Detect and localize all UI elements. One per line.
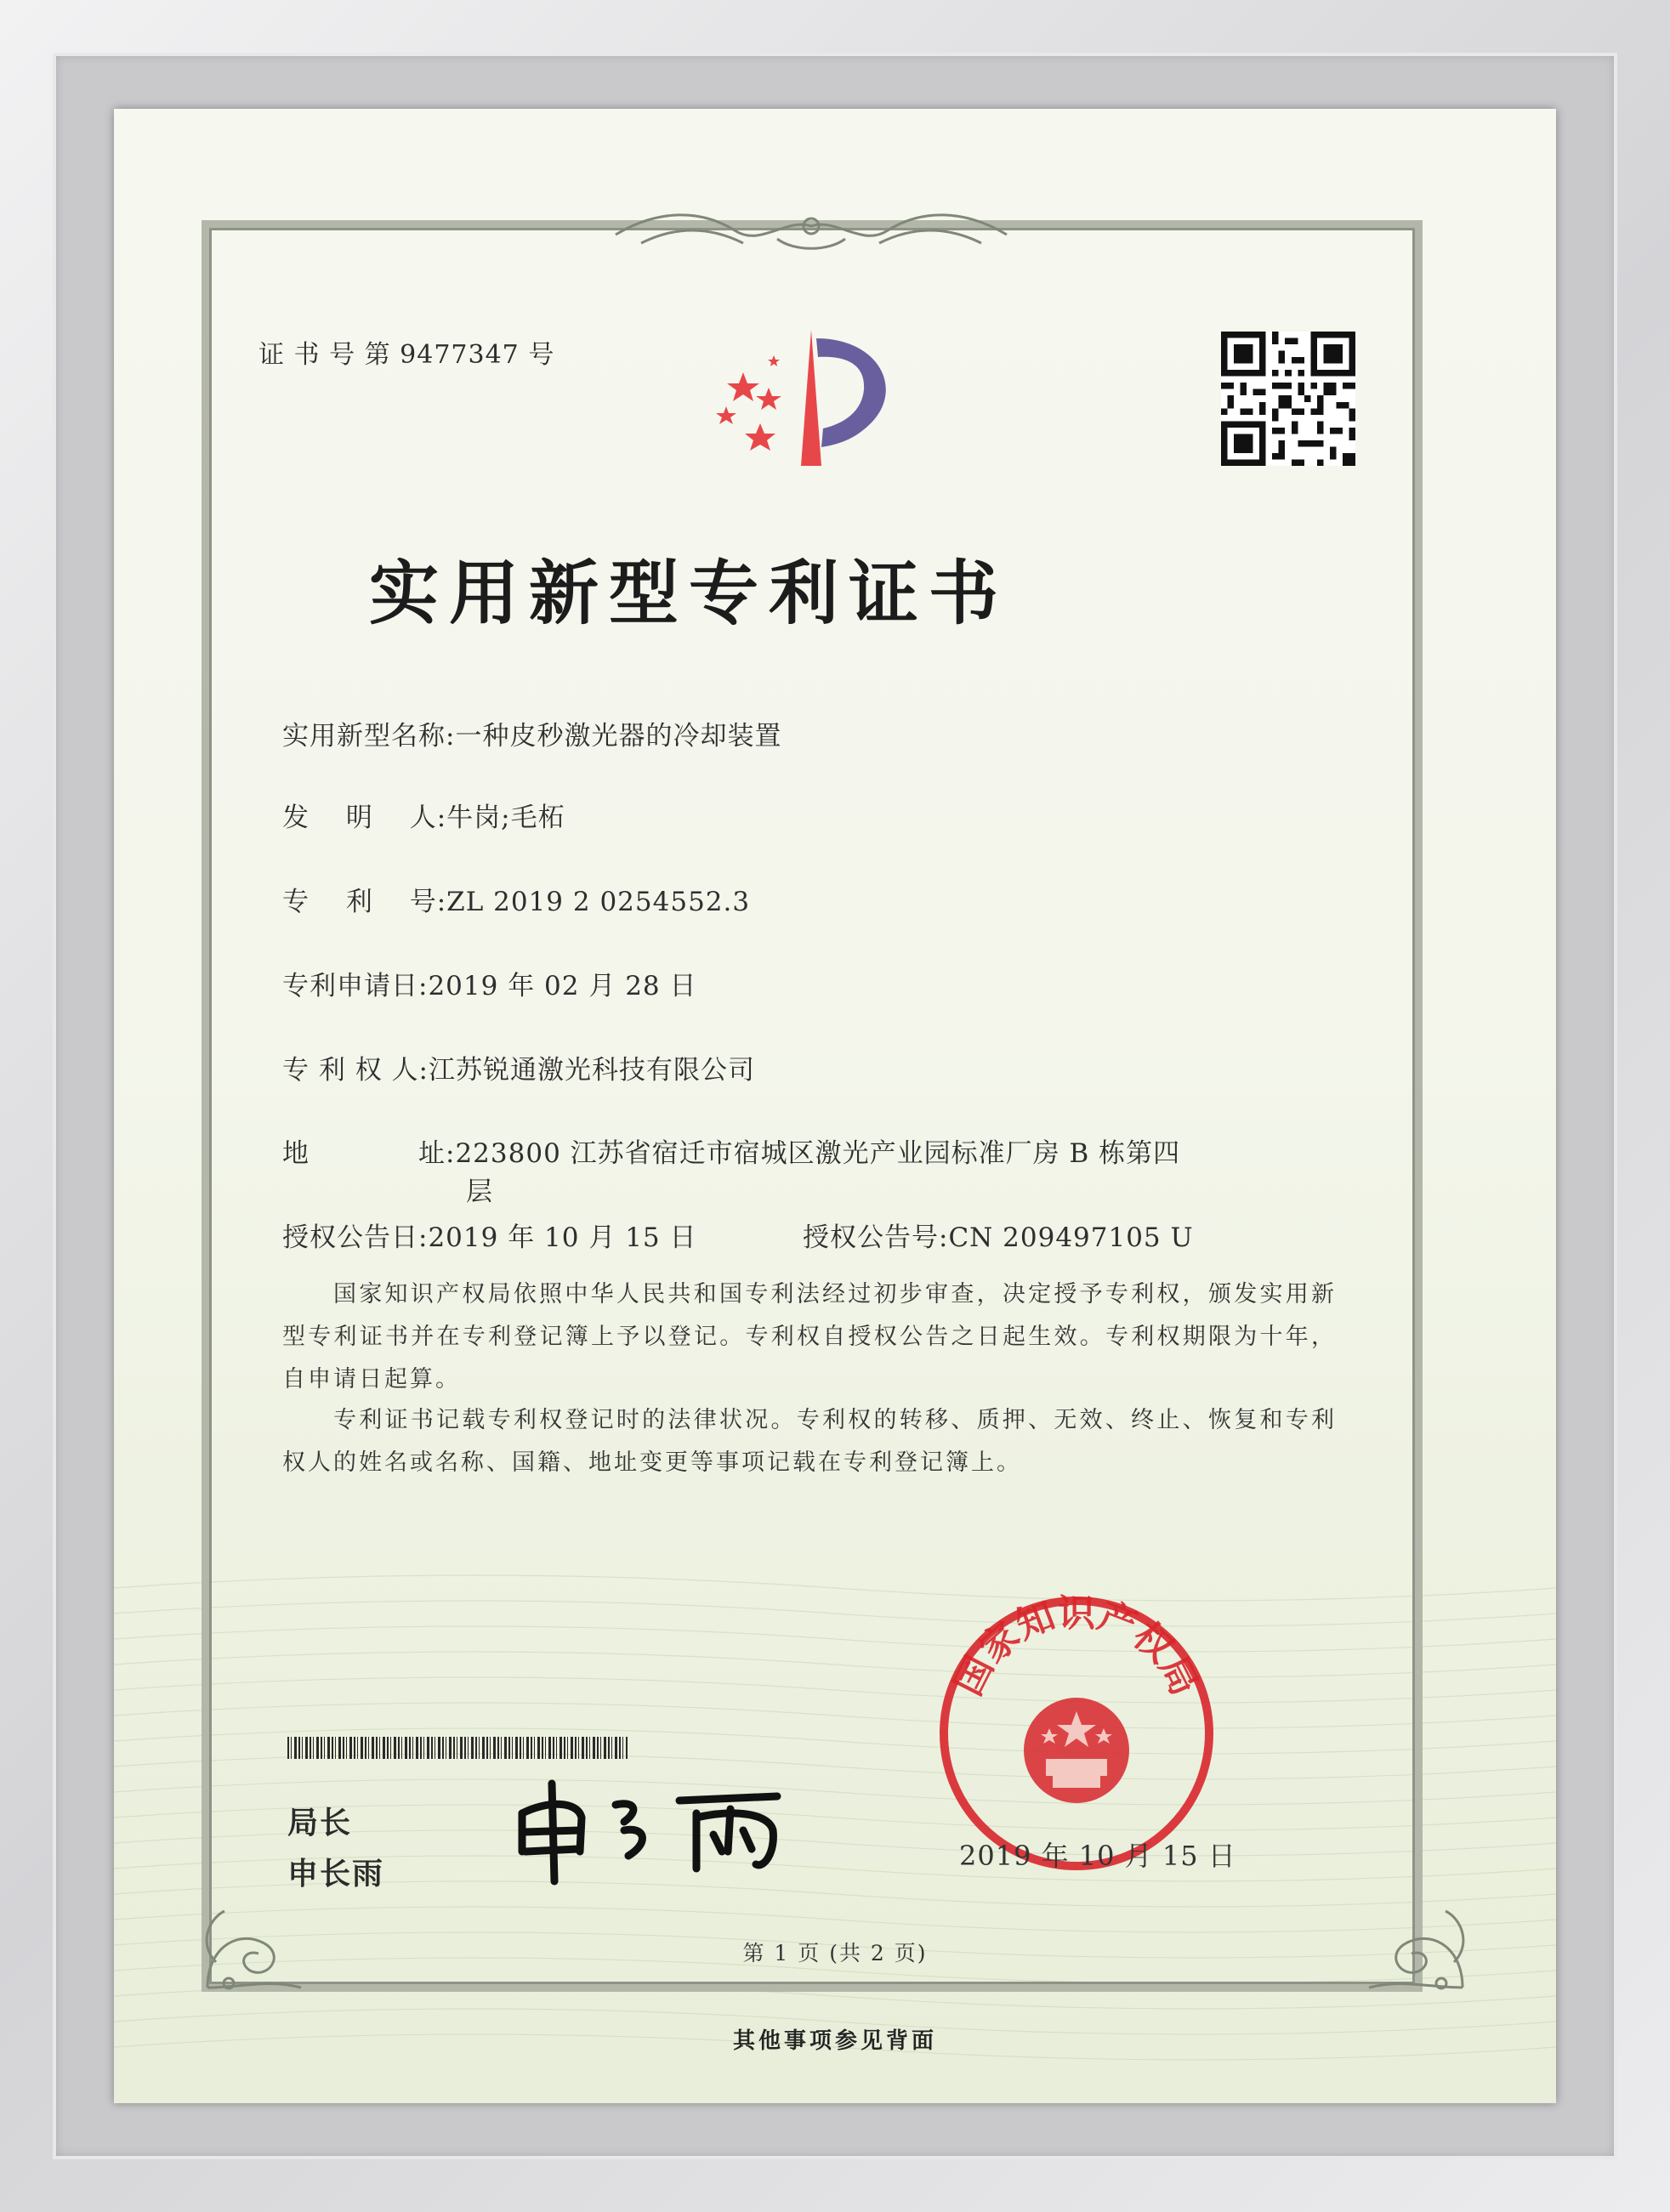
handwritten-signature bbox=[505, 1771, 811, 1890]
certificate-paper bbox=[114, 109, 1556, 2103]
qr-code bbox=[1221, 332, 1355, 466]
field-utility-model-name bbox=[282, 714, 781, 752]
field-value: CN 209497105 U bbox=[948, 1222, 1194, 1253]
field-label: 实用新型名称: bbox=[282, 721, 456, 752]
certificate-number-label: 证 书 号 第 bbox=[258, 340, 391, 370]
page-number: 第 1 页 (共 2 页) bbox=[742, 1941, 928, 1965]
field-value: 牛岗;毛柘 bbox=[446, 803, 565, 833]
field-label: 授权公告日: bbox=[282, 1222, 429, 1253]
official-name: 申长雨 bbox=[287, 1857, 385, 1892]
field-value: 2019 年 02 月 28 日 bbox=[428, 971, 697, 1001]
field-grant-date bbox=[282, 1216, 697, 1254]
field-label: 地 址: bbox=[282, 1138, 456, 1169]
field-label: 专利申请日: bbox=[282, 971, 429, 1001]
certificate-border bbox=[209, 228, 1415, 1984]
field-label: 专 利 权 人: bbox=[282, 1055, 429, 1086]
back-side-note: 其他事项参见背面 bbox=[732, 2028, 937, 2054]
field-value: 2019 年 10 月 15 日 bbox=[428, 1222, 697, 1253]
field-label: 专 利 号: bbox=[282, 887, 447, 917]
field-value: ZL 2019 2 0254552.3 bbox=[446, 887, 751, 917]
field-value: 一种皮秒激光器的冷却装置 bbox=[455, 721, 782, 752]
body-paragraph-2: 专利证书记载专利权登记时的法律状况。专利权的转移、质押、无效、终止、恢复和专利权人的姓名或名称、国籍、地址变更等事项记载在专利登记簿上。 bbox=[282, 1407, 1337, 1476]
field-grant-number bbox=[803, 1216, 1194, 1254]
field-inventor bbox=[282, 796, 565, 834]
certificate-number bbox=[258, 333, 554, 371]
field-value: 江苏锐通激光科技有限公司 bbox=[429, 1055, 756, 1086]
patent-office-logo bbox=[701, 321, 905, 474]
certificate-number-value: 9477347 bbox=[400, 340, 520, 370]
barcode bbox=[287, 1737, 628, 1759]
field-address-continued: 层 bbox=[466, 1177, 493, 1207]
official-seal bbox=[935, 1592, 1218, 1875]
field-value: 223800 江苏省宿迁市宿城区激光产业园标准厂房 B 栋第四 bbox=[455, 1138, 1181, 1169]
body-paragraph-1: 国家知识产权局依照中华人民共和国专利法经过初步审查，决定授予专利权，颁发实用新型专利证书并在专利登记簿上予以登记。专利权自授权公告之日起生效。专利权期限为十年，自申请日起算。 bbox=[282, 1281, 1337, 1392]
svg-text:国家知识产权局: 国家知识产权局 bbox=[946, 1592, 1207, 1703]
field-patent-number bbox=[282, 880, 750, 918]
seal-date: 2019 年 10 月 15 日 bbox=[959, 1840, 1236, 1872]
top-ornament bbox=[607, 201, 1015, 260]
field-address bbox=[282, 1132, 1180, 1170]
official-title: 局长 bbox=[287, 1806, 353, 1840]
field-patentee bbox=[282, 1048, 755, 1086]
certificate-number-suffix: 号 bbox=[528, 340, 555, 370]
certificate-title: 实用新型专利证书 bbox=[369, 553, 1009, 634]
field-label: 发 明 人: bbox=[282, 803, 447, 833]
field-filing-date bbox=[282, 964, 697, 1002]
field-label: 授权公告号: bbox=[803, 1222, 949, 1253]
